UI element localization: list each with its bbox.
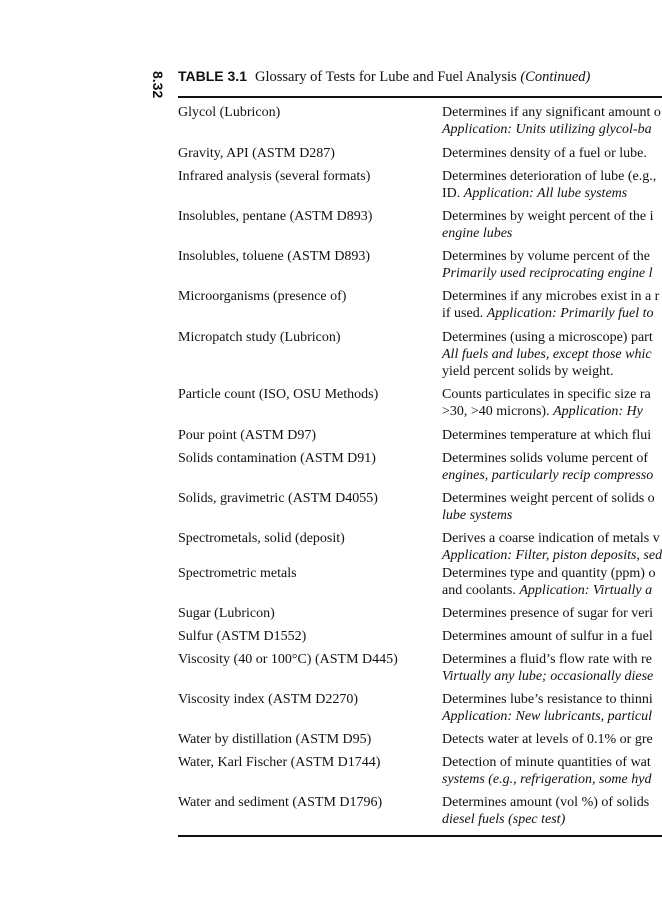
test-description [442,248,662,282]
test-description [442,490,662,524]
description-text: Determines presence of sugar for veri [442,606,654,621]
description-line [442,794,662,811]
application-text: Application: Primarily fuel to [486,306,654,321]
description-text: Determines type and quantity (ppm) o [442,566,656,581]
application-text: lube systems [442,508,513,523]
description-line [442,305,662,322]
test-description [442,288,662,322]
description-text: Detection of minute quantities of wat [442,755,651,770]
test-name: Solids, gravimetric (ASTM D4055) [178,491,378,506]
test-description [442,208,662,242]
description-line [442,427,662,444]
test-name: Water by distillation (ASTM D95) [178,732,372,747]
description-line [442,403,662,420]
description-line [442,811,662,828]
description-line [442,450,662,467]
description-text: yield percent solids by weight. [442,364,614,379]
description-line [442,691,662,708]
description-text: Determines by volume percent of the [442,249,650,264]
test-name: Gravity, API (ASTM D287) [178,146,335,161]
description-text: ID. [442,186,464,201]
test-description [442,329,662,380]
test-name: Viscosity (40 or 100°C) (ASTM D445) [178,652,398,667]
description-text: Determines solids volume percent of [442,451,649,466]
description-line [442,651,662,668]
test-name: Solids contamination (ASTM D91) [178,451,376,466]
test-name: Sulfur (ASTM D1552) [178,629,307,644]
description-text: >30, >40 microns). [442,404,554,419]
description-line [442,467,662,484]
page-number: 8.32 [150,71,166,99]
test-description [442,794,662,828]
table-bottom-rule [178,835,662,837]
test-description [442,168,662,202]
description-text: Determines weight percent of solids o [442,491,655,506]
test-description [442,530,662,564]
description-line [442,329,662,346]
test-description [442,691,662,725]
test-description [442,754,662,788]
application-text: systems (e.g., refrigeration, some hyd [442,772,652,787]
test-name: Water and sediment (ASTM D1796) [178,795,383,810]
description-line [442,265,662,282]
description-text: Determines lube’s resistance to thinni [442,692,653,707]
test-name: Insolubles, toluene (ASTM D893) [178,249,371,264]
test-description [442,386,662,420]
test-description [442,427,662,444]
test-name: Microorganisms (presence of) [178,289,347,304]
application-text: All fuels and lubes, except those whic [442,347,652,362]
description-line [442,628,662,645]
test-description [442,145,662,162]
application-text: Application: All lube systems [463,186,628,201]
description-line [442,771,662,788]
description-line [442,168,662,185]
test-name: Viscosity index (ASTM D2270) [178,692,358,707]
description-text: Determines if any significant amount o [442,105,661,120]
test-description [442,565,662,599]
description-text: Determines amount of sulfur in a fuel [442,629,653,644]
application-text: engines, particularly recip compresso [442,468,654,483]
description-line [442,605,662,622]
description-line [442,708,662,725]
description-line [442,582,662,599]
description-line [442,490,662,507]
test-description [442,450,662,484]
description-line [442,104,662,121]
table-continued: (Continued) [520,69,591,85]
application-text: Application: Units utilizing glycol-ba [442,122,652,137]
description-line [442,288,662,305]
description-line [442,346,662,363]
application-text: diesel fuels (spec test) [442,812,566,827]
description-line [442,386,662,403]
application-text: Application: New lubricants, particul [442,709,652,724]
test-name: Spectrometals, solid (deposit) [178,531,345,546]
test-name: Micropatch study (Lubricon) [178,330,341,345]
table-title: Glossary of Tests for Lube and Fuel Analysis [254,69,517,85]
description-line [442,225,662,242]
description-text: Determines temperature at which flui [442,428,652,443]
description-line [442,547,662,564]
description-line [442,668,662,685]
description-line [442,507,662,524]
description-text: Counts particulates in specific size ra [442,387,651,402]
application-text: Primarily used reciprocating engine l [442,266,653,281]
description-line [442,754,662,771]
description-text: Determines (using a microscope) part [442,330,653,345]
description-text: Determines deterioration of lube (e.g., [442,169,657,184]
test-name: Particle count (ISO, OSU Methods) [178,387,379,402]
test-name: Insolubles, pentane (ASTM D893) [178,209,373,224]
application-text: engine lubes [442,226,513,241]
application-text: Application: Filter, piston deposits, sed [442,548,662,563]
application-text: Virtually any lube; occasionally diese [442,669,654,684]
description-line [442,248,662,265]
description-text: Determines by weight percent of the i [442,209,654,224]
description-line [442,565,662,582]
test-name: Sugar (Lubricon) [178,606,275,621]
application-text: Application: Virtually a [519,583,653,598]
description-line [442,530,662,547]
test-name: Water, Karl Fischer (ASTM D1744) [178,755,381,770]
description-line [442,145,662,162]
test-name: Pour point (ASTM D97) [178,428,317,443]
description-line [442,185,662,202]
test-description [442,605,662,622]
test-name: Spectrometric metals [178,566,297,581]
test-name: Glycol (Lubricon) [178,105,281,120]
description-text: Determines a fluid’s flow rate with re [442,652,652,667]
test-description [442,104,662,138]
test-description [442,731,662,748]
table-label: TABLE 3.1 [178,68,247,84]
description-line [442,731,662,748]
description-text: if used. [442,306,487,321]
description-text: Determines density of a fuel or lube. [442,146,647,161]
description-line [442,208,662,225]
test-description [442,651,662,685]
description-text: and coolants. [442,583,520,598]
description-text: Determines amount (vol %) of solids [442,795,650,810]
description-text: Derives a coarse indication of metals v [442,531,660,546]
test-description [442,628,662,645]
description-line [442,121,662,138]
application-text: Application: Hy [553,404,643,419]
description-text: Determines if any microbes exist in a r [442,289,660,304]
description-line [442,363,662,380]
description-text: Detects water at levels of 0.1% or gre [442,732,653,747]
test-name: Infrared analysis (several formats) [178,169,371,184]
